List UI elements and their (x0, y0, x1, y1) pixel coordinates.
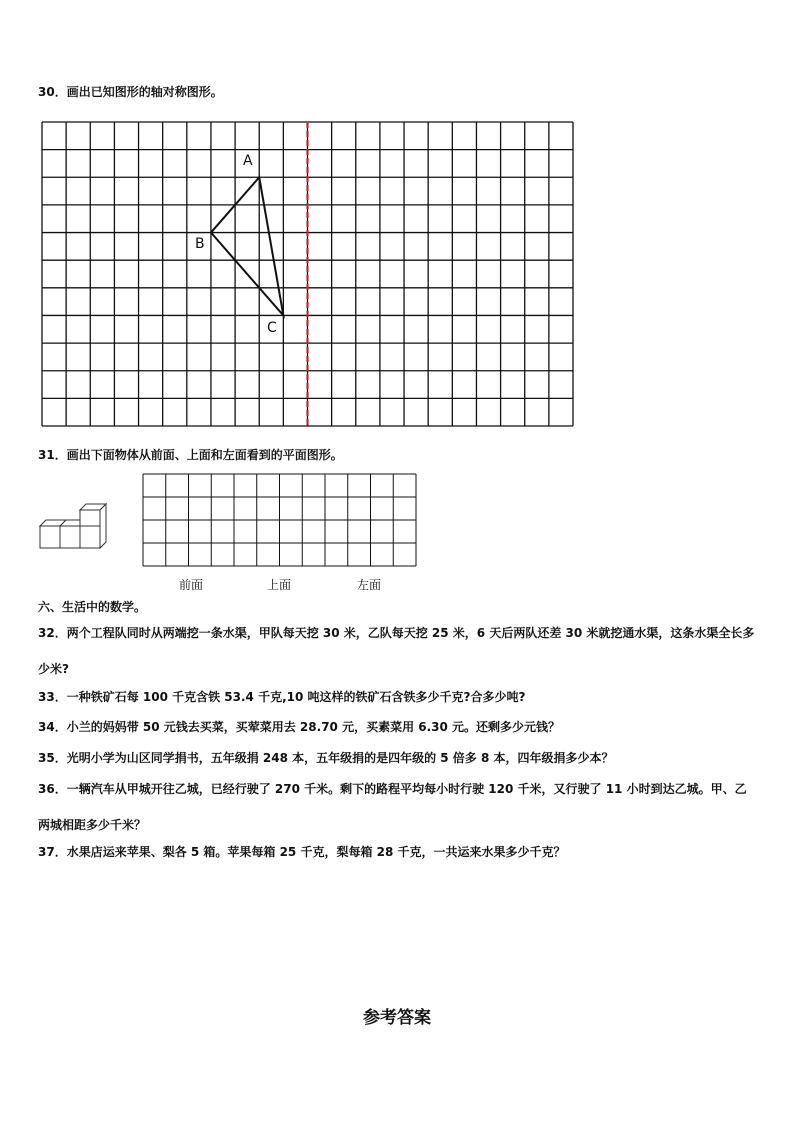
question-32: 32．两个工程队同时从两端挖一条水渠，甲队每天挖 30 米，乙队每天挖 25 米，6 天后两队还差 30 米就挖通水渠，这条水渠全长多少米? (38, 626, 755, 676)
question-31: 31．画出下面物体从前面、上面和左面看到的平面图形。 (38, 448, 343, 462)
question-35: 35．光明小学为山区同学捐书，五年级捐 248 本，五年级捐的是四年级的 5 倍多 8 本，四年级捐多少本？ (38, 751, 614, 765)
triangle-abc (211, 177, 283, 315)
views-grid (142, 473, 418, 569)
question-34: 34．小兰的妈妈带 50 元钱去买菜，买荤菜用去 28.70 元，买素菜用 6.30 元。还剩多少元钱？ (38, 720, 561, 734)
front-view-label: 前面 (179, 578, 204, 592)
point-a-label: A (243, 153, 253, 169)
section-6-heading: 六、生活中的数学。 (38, 600, 147, 614)
answer-title: 参考答案 (363, 1008, 431, 1028)
symmetry-grid (40, 120, 580, 432)
question-30: 30．画出已知图形的轴对称图形。 (38, 85, 223, 99)
cube-object (38, 502, 108, 552)
point-c-label: C (267, 320, 277, 336)
question-37: 37．水果店运来苹果、梨各 5 箱。苹果每箱 25 千克，梨每箱 28 千克，一共运来水果多少千克？ (38, 845, 566, 859)
question-33: 33．一种铁矿石每 100 千克含铁 53.4 千克,10 吨这样的铁矿石含铁多少千克?合多少吨? (38, 690, 526, 704)
left-view-label: 左面 (357, 578, 382, 592)
question-36: 36．一辆汽车从甲城开往乙城，已经行驶了 270 千米。剩下的路程平均每小时行驶 120 千米，又行驶了 11 小时到达乙城。甲、乙两城相距多少千米？ (38, 782, 747, 832)
top-view-label: 上面 (267, 578, 292, 592)
point-b-label: B (195, 236, 205, 252)
